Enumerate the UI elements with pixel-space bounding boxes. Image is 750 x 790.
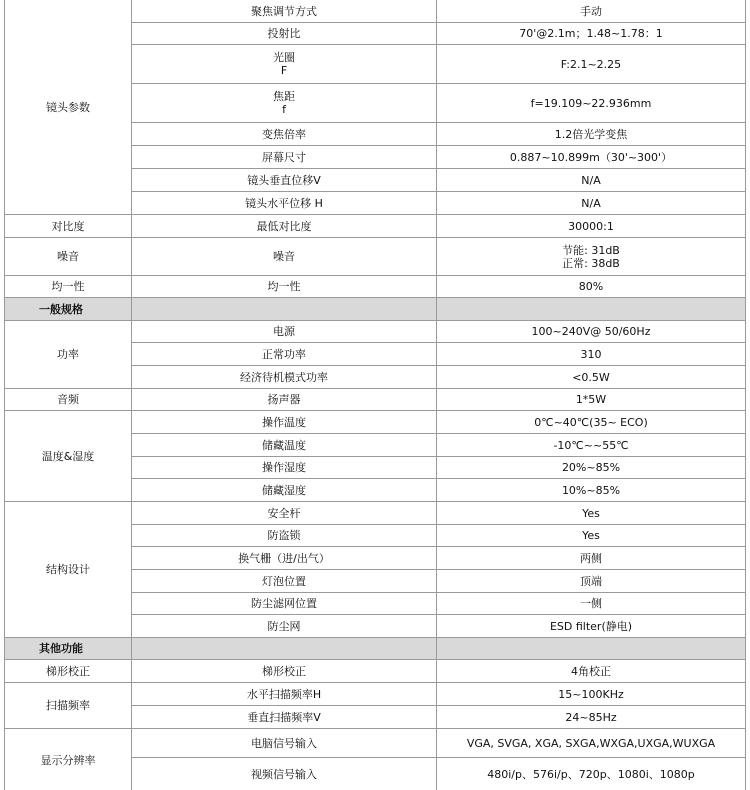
value-cell: N/A [437,169,746,192]
category-cell: 功率 [5,321,132,389]
value-cell: 70'@2.1m；1.48~1.78：1 [437,23,746,45]
value-cell: 手动 [437,0,746,23]
value-cell: 0.887~10.899m（30'~300'） [437,146,746,169]
category-cell: 均一性 [5,276,132,298]
param-cell: 扬声器 [132,389,437,411]
param-cell: 噪音 [132,238,437,276]
category-cell: 扫描频率 [5,683,132,729]
value-cell: VGA, SVGA, XGA, SXGA,WXGA,UXGA,WUXGA [437,729,746,758]
category-cell: 对比度 [5,215,132,238]
value-cell: 1*5W [437,389,746,411]
category-cell: 温度&湿度 [5,411,132,502]
value-cell: <0.5W [437,366,746,389]
section-header-row [5,638,746,660]
param-cell: 均一性 [132,276,437,298]
param-line: 焦距 [273,90,295,103]
section-blank-cell [132,298,437,321]
param-cell: 视频信号输入 [132,758,437,790]
param-cell: 最低对比度 [132,215,437,238]
table-row [5,276,746,298]
param-cell [132,84,437,123]
value-cell: 15~100KHz [437,683,746,706]
table-row [5,238,746,276]
param-cell: 镜头垂直位移V [132,169,437,192]
param-cell: 梯形校正 [132,660,437,683]
section-blank-cell [437,638,746,660]
category-cell: 噪音 [5,238,132,276]
param-cell: 经济待机模式功率 [132,366,437,389]
param-line: f [282,103,286,116]
param-cell: 变焦倍率 [132,123,437,146]
category-cell: 镜头参数 [5,0,132,215]
param-cell: 防尘网 [132,615,437,638]
value-cell: N/A [437,192,746,215]
param-cell: 电源 [132,321,437,343]
param-cell: 屏幕尺寸 [132,146,437,169]
value-cell: F:2.1~2.25 [437,45,746,84]
table-row [5,683,746,706]
category-cell: 结构设计 [5,502,132,638]
section-title: 其他功能 [5,638,132,660]
param-line: F [280,64,288,77]
param-cell: 电脑信号输入 [132,729,437,758]
value-cell: 100~240V@ 50/60Hz [437,321,746,343]
param-cell: 聚焦调节方式 [132,0,437,23]
value-cell: 30000:1 [437,215,746,238]
table-row [5,215,746,238]
param-cell: 操作温度 [132,411,437,434]
value-cell: 80% [437,276,746,298]
param-cell: 正常功率 [132,343,437,366]
param-cell [132,45,437,84]
param-cell: 储藏湿度 [132,479,437,502]
param-cell: 水平扫描频率H [132,683,437,706]
value-cell: 24~85Hz [437,706,746,729]
value-cell: ESD filter(静电) [437,615,746,638]
section-title: 一般规格 [5,298,132,321]
value-cell: 顶端 [437,570,746,593]
value-cell: 480i/p、576i/p、720p、1080i、1080p [437,758,746,790]
table-row [5,660,746,683]
section-blank-cell [437,298,746,321]
table-row [5,0,746,23]
param-cell: 投射比 [132,23,437,45]
param-cell: 垂直扫描频率V [132,706,437,729]
value-cell: 10%~85% [437,479,746,502]
value-line: 节能: 31dB [562,243,620,257]
value-cell: 4角校正 [437,660,746,683]
value-cell: f=19.109~22.936mm [437,84,746,123]
param-cell: 灯泡位置 [132,570,437,593]
value-cell: 一侧 [437,593,746,615]
value-cell: 0℃~40℃(35~ ECO) [437,411,746,434]
param-cell: 安全杆 [132,502,437,525]
value-cell: Yes [437,502,746,525]
category-cell: 梯形校正 [5,660,132,683]
value-cell: 310 [437,343,746,366]
param-cell: 换气栅（进/出气） [132,547,437,570]
table-row [5,321,746,343]
value-cell: 20%~85% [437,457,746,479]
value-cell: Yes [437,525,746,547]
value-cell [437,238,746,276]
table-row [5,502,746,525]
spec-table [4,0,746,790]
value-cell: 1.2倍光学变焦 [437,123,746,146]
table-row [5,389,746,411]
param-cell: 操作湿度 [132,457,437,479]
param-cell: 防盗锁 [132,525,437,547]
table-row [5,729,746,758]
value-cell: -10℃~~55℃ [437,434,746,457]
param-cell: 镜头水平位移 H [132,192,437,215]
table-row [5,411,746,434]
value-cell: 两侧 [437,547,746,570]
param-line: 光圈 [273,51,295,64]
param-cell: 储藏温度 [132,434,437,457]
category-cell: 音频 [5,389,132,411]
section-blank-cell [132,638,437,660]
category-cell: 显示分辨率 [5,729,132,790]
param-cell: 防尘滤网位置 [132,593,437,615]
section-header-row [5,298,746,321]
value-line: 正常: 38dB [562,256,620,270]
